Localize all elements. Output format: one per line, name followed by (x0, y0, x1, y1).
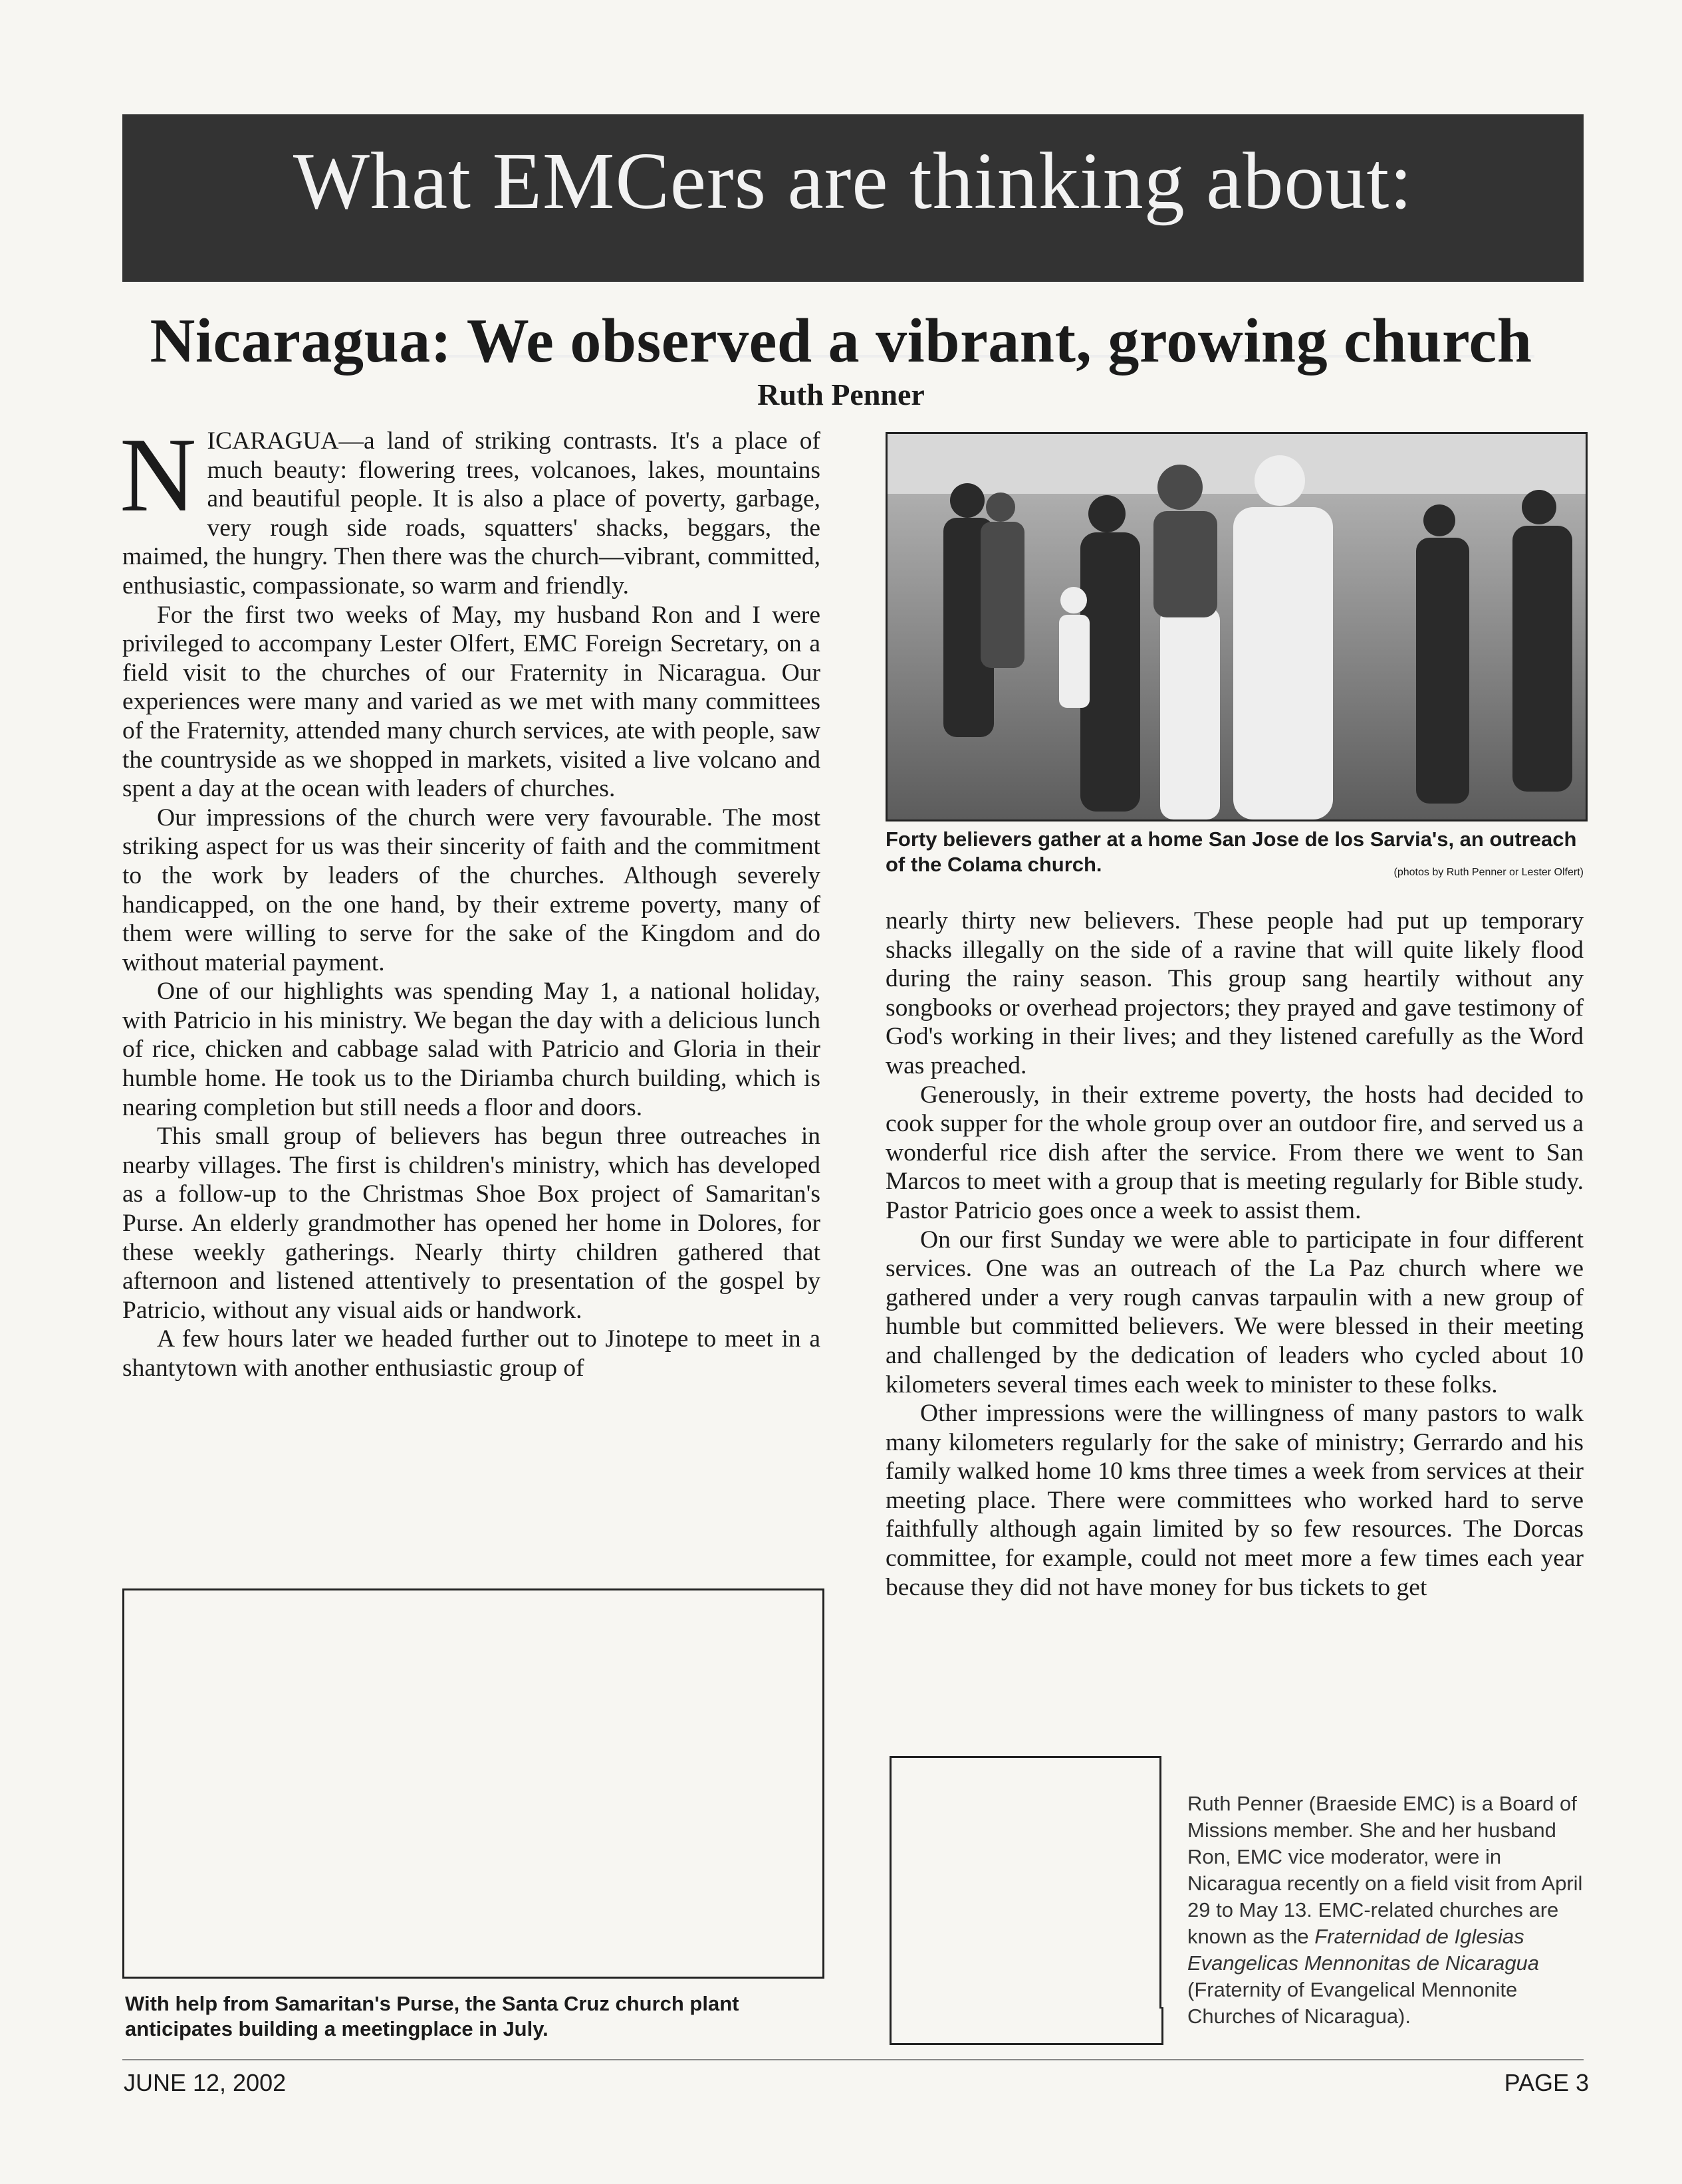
section-title: What EMCers are thinking about: (293, 136, 1413, 226)
paragraph-6: A few hours later we headed further out to Jinotepe to meet in a shantytown with another enthusiastic group of (122, 1325, 820, 1382)
article-byline: Ruth Penner (757, 378, 925, 411)
section-banner (122, 114, 1584, 282)
paragraph-1: NICARAGUA—a land of striking contrasts. It's a place of much beauty: flowering trees, volcanoes, lakes, mountains and beautiful people. It is also a place of poverty, garbage, very rough side roads, squatters' shacks, beggars, the maimed, the hungry. Then there was the church—vibrant, committed, enthusiastic, compassionate, so warm and friendly. (120, 415, 820, 600)
column-right (886, 907, 1584, 1602)
footer-date: JUNE 12, 2002 (124, 2069, 287, 2096)
bio-frame-top (890, 1756, 1159, 1758)
paragraph-10: Other impressions were the willingness of many pastors to walk many kilometers regularly for the sake of ministry; Gerrardo and his family walked home 10 kms three times a week from services at their meeting place. There were committees who worked hard to serve faithfully although again limited by so few resources. The Dorcas committee, for example, could not meet more a few times each year because they did not have money for bus tickets to get (886, 1400, 1584, 1601)
paragraph-9: On our first Sunday we were able to participate in four different services. One was an outreach of the La Paz church where we gathered under a very rough canvas tarpaulin with a new group of humble but committed believers. We were blessed in their meeting and challenged by the dedication of leaders who cycled about 10 kilometers several times each week to minister to these folks. (886, 1226, 1584, 1398)
box-divider (122, 1977, 824, 1979)
footer-rule (122, 2059, 1584, 2060)
paragraph-4: One of our highlights was spending May 1, a national holiday, with Patricio in his ministry. We began the day with a delicious lunch of rice, chicken and cabbage salad with Patricio and Gloria in their humble home. He took us to the Diriamba church building, which is nearing completion but still needs a floor and doors. (122, 978, 820, 1121)
drop-cap: N (120, 415, 197, 534)
author-bio: Ruth Penner (Braeside EMC) is a Board of Missions member. She and her husband Ron, EMC vice moderator, were in Nicaragua recently on a field visit from April 29 to May 13. EMC-related churches are known as the Fraternidad de Iglesias Evangelicas Mennonitas de Nicaragua (Fraternity of Evangelical Mennonite Churches of Nicaragua). (1187, 1792, 1583, 2028)
bio-frame-bottom (890, 2007, 1163, 2045)
paragraph-2: For the first two weeks of May, my husband Ron and I were privileged to accompany Lester Olfert, EMC Foreign Secretary, on a field visit to the churches of our Fraternity in Nicaragua. Our experiences were many and varied as we met with many committees of the Fraternity, attended many church services, ate with people, saw the countryside as we shopped in markets, visited a live volcano and spent a day at the ocean with leaders of churches. (122, 601, 820, 803)
box-caption: With help from Samaritan's Purse, the Santa Cruz church plant anticipates building a meetingplace in July. (125, 1992, 739, 2040)
article-headline: Nicaragua: We observed a vibrant, growing church (150, 306, 1532, 376)
paragraph-7: nearly thirty new believers. These people had put up temporary shacks illegally on the side of a ravine that will quite likely flood during the rainy season. This group sang heartily without any songbooks or overhead projectors; they prayed and gave testimony of God's working in their lives; and they listened carefully as the Word was preached. (886, 907, 1584, 1079)
photo-placeholder-box (122, 1588, 824, 1979)
photo-caption: Forty believers gather at a home San Jose de los Sarvia's, an outreach of the Colama church. (photos by Ruth Penner or Lester Olfert) (886, 827, 1584, 885)
paragraph-5: This small group of believers has begun three outreaches in nearby villages. The first is children's ministry, which has developed as a follow-up to the Christmas Shoe Box project of Samaritan's Purse. An elderly grandmother has opened her home in Dolores, for these weekly gatherings. Nearly thirty children gathered that afternoon and listened attentively to presentation of the gospel by Patricio, without any visual aids or handwork. (122, 1123, 820, 1324)
fraternity-name: Fraternidad de Iglesias Evangelicas Mennonitas de Nicaragua (1187, 1925, 1540, 1975)
bio-frame-left (890, 1756, 892, 2009)
church-gathering-photo (886, 432, 1588, 821)
footer-page-number: PAGE 3 (1504, 2069, 1589, 2096)
column-left (120, 415, 820, 1383)
photo-credit: (photos by Ruth Penner or Lester Olfert) (1393, 867, 1584, 878)
bio-frame-right (1159, 1756, 1161, 2009)
paragraph-8: Generously, in their extreme poverty, the hosts had decided to cook supper for the whole group over an outdoor fire, and served us a wonderful rice dish after the service. From there we went to San Marcos to meet with a group that is meeting regularly for Bible study. Pastor Patricio goes once a week to assist them. (886, 1081, 1584, 1224)
paragraph-3: Our impressions of the church were very favourable. The most striking aspect for us was their sincerity of faith and the commitment to the work by leaders of the churches. Although severely handicapped, on the one hand, by their extreme poverty, many of them were willing to serve for the sake of the Kingdom and do without material payment. (122, 804, 820, 976)
